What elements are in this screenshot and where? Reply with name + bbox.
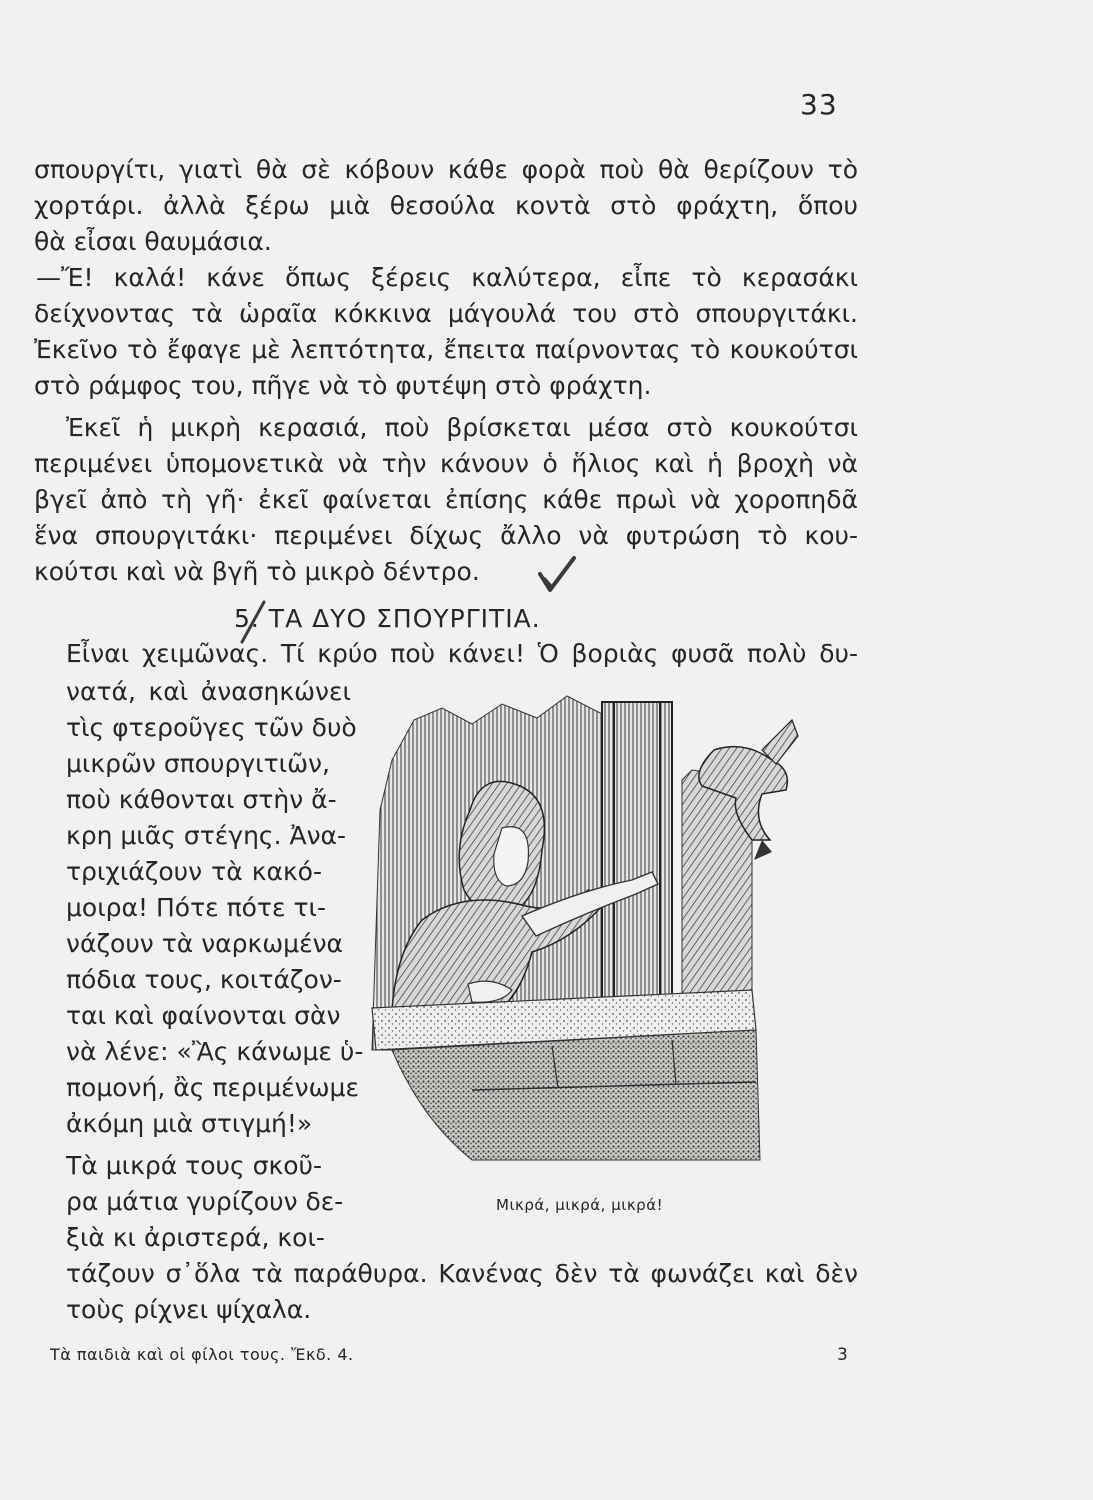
column-line: ξιὰ κι ἀριστερά, κοι- (66, 1223, 325, 1252)
text-line: δείχνοντας τὰ ὡραῖα κόκκινα μάγουλά του στὸ σπουργιτάκι. (34, 299, 858, 328)
text-line: χορτάρι. ἀλλὰ ξέρω μιὰ θεσούλα κοντὰ στὸ φράχτη, ὅπου (34, 191, 858, 220)
column-line: ποὺ κάθονται στὴν ἄ- (66, 785, 337, 814)
pencil-check-mark (534, 552, 580, 596)
text-line: τάζουν σ᾽ὅλα τὰ παράθυρα. Κανένας δὲν τὰ φωνάζει καὶ δὲν (66, 1259, 858, 1288)
text-line: θὰ εἶσαι θαυμάσια. (34, 227, 272, 256)
text-line: Εἶναι χειμῶνας. Τί κρύο ποὺ κάνει! Ὁ βοριὰς φυσᾶ πολὺ δυ- (66, 639, 858, 668)
text-line: σπουργίτι, γιατὶ θὰ σὲ κόβουν κάθε φορὰ ποὺ θὰ θερίζουν τὸ (34, 155, 858, 184)
text-line: στὸ ράμφος του, πῆγε νὰ τὸ φυτέψη στὸ φράχτη. (34, 371, 652, 400)
girl-window-illustration (352, 690, 852, 1170)
column-line: νατά, καὶ ἀνασηκώνει (66, 677, 351, 706)
column-line: νὰ λένε: «Ἂς κάνωμε ὑ- (66, 1037, 364, 1066)
text-line: βγεῖ ἀπὸ τὴ γῆ· ἐκεῖ φαίνεται ἐπίσης κάθε πρωὶ νὰ χοροπηδᾶ (34, 485, 858, 514)
column-line: ται καὶ φαίνονται σὰν (66, 1001, 341, 1030)
footer-book-title: Τὰ παιδιὰ καὶ οἱ φίλοι τους. Ἔκδ. 4. (50, 1345, 354, 1364)
column-line: μικρῶν σπουργιτιῶν, (66, 749, 330, 778)
column-line: μοιρα! Πότε πότε τι- (66, 893, 326, 922)
column-line: νάζουν τὰ ναρκωμένα (66, 929, 344, 958)
column-line: ρα μάτια γυρίζουν δε- (66, 1187, 344, 1216)
column-line: τριχιάζουν τὰ κακό- (66, 857, 322, 886)
column-line: πομονή, ἂς περιμένωμε (66, 1073, 359, 1102)
page-number: 33 (800, 88, 838, 121)
text-line: περιμένει ὑπομονετικὰ νὰ τὴν κάνουν ὁ ἥλιος καὶ ἡ βροχὴ νὰ (34, 449, 858, 478)
text-line: ἕνα σπουργιτάκι· περιμένει δίχως ἄλλο νὰ φυτρώση τὸ κου- (34, 521, 858, 550)
text-line: Ἐκεῖ ἡ μικρὴ κερασιά, ποὺ βρίσκεται μέσα στὸ κουκούτσι (66, 413, 858, 442)
column-line: κρη μιᾶς στέγης. Ἀνα- (66, 821, 347, 850)
text-line: Ἐκεῖνο τὸ ἔφαγε μὲ λεπτότητα, ἔπειτα παίρνοντας τὸ κουκούτσι (34, 335, 858, 364)
text-line: —Ἔ! καλά! κάνε ὅπως ξέρεις καλύτερα, εἶπε τὸ κερασάκι (36, 263, 858, 292)
text-line: τοὺς ρίχνει ψίχαλα. (66, 1295, 312, 1324)
text-line: κούτσι καὶ νὰ βγῆ τὸ μικρὸ δέντρο. (34, 557, 480, 586)
illustration-caption: Μικρά, μικρά, μικρά! (496, 1196, 664, 1214)
section-title: 5. ΤΑ ΔΥΟ ΣΠΟΥΡΓΙΤΙΑ. (234, 604, 541, 633)
column-line: ἀκόμη μιὰ στιγμή!» (66, 1109, 313, 1138)
footer-signature-number: 3 (837, 1345, 848, 1365)
column-line: τὶς φτεροῦγες τῶν δυὸ (66, 713, 357, 742)
column-line: πόδια τους, κοιτάζον- (66, 965, 342, 994)
column-line: Τὰ μικρά τους σκοῦ- (66, 1151, 322, 1180)
